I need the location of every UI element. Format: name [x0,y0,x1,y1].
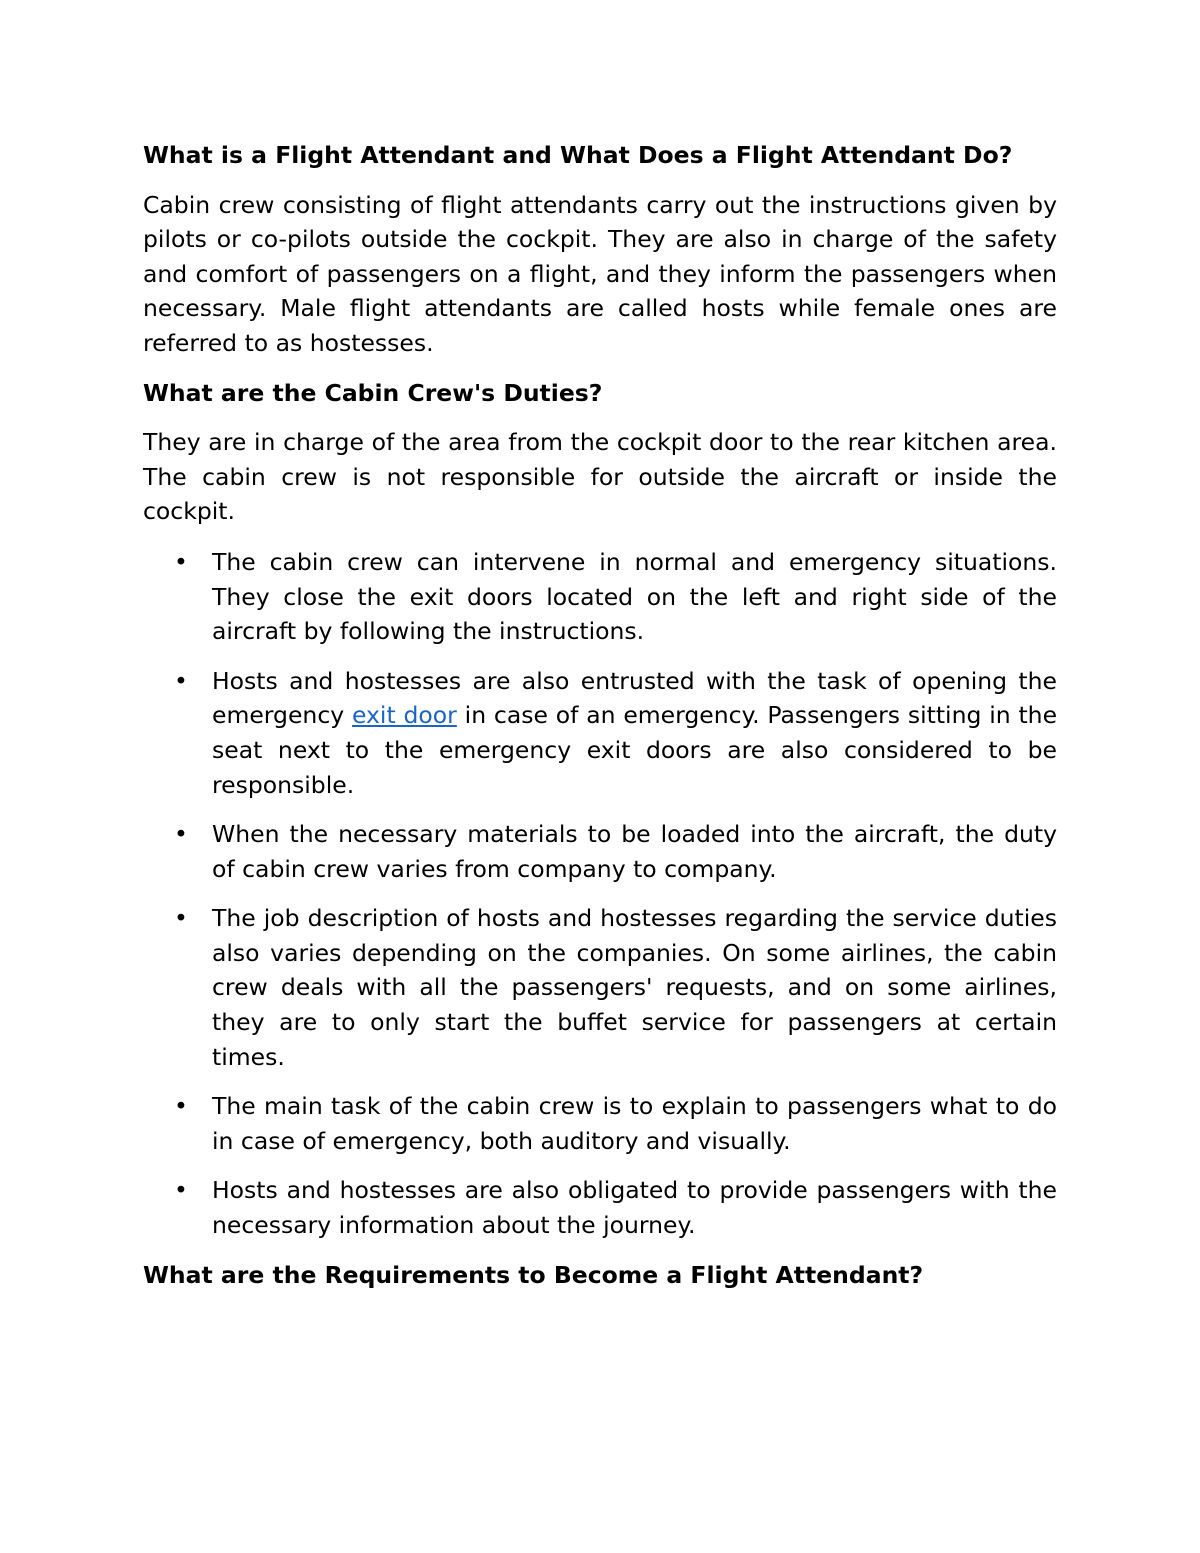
list-item [143,817,1057,886]
paragraph-cabin-crew-intro: Cabin crew consisting of flight attendants carry out the instructions given by pilots or co-pilots outside the cockpit. They are also in charge of the safety and comfort of passengers on a flight, and they inform the passengers when necessary. Male flight attendants are called hosts while female ones are referred to as hostesses. [143,190,1057,357]
list-item-text-before-link: Hosts and hostesses are also entrusted with the task of opening the emergency [212,666,1057,730]
list-item [143,1089,1057,1158]
list-item-text: When the necessary materials to be loaded into the aircraft, the duty of cabin crew varies from company to company. [212,820,1057,883]
list-item [143,664,1057,802]
heading-what-is-flight-attendant: What is a Flight Attendant and What Does a Flight Attendant Do? [143,141,1013,169]
list-item-text: Hosts and hostesses are also obligated to provide passengers with the necessary information about the journey. [212,1176,1057,1240]
paragraph-cabin-crew-area: They are in charge of the area from the cockpit door to the rear kitchen area. The cabin crew is not responsible for outside the aircraft or inside the cockpit. [143,428,1057,526]
heading-cabin-crew-duties: What are the Cabin Crew's Duties? [143,378,603,407]
list-item [143,901,1057,1074]
list-item [143,1173,1057,1242]
bullet-icon: • [174,1176,188,1205]
bullet-icon: • [174,904,188,933]
duties-bullet-list [143,545,1057,1243]
list-item-text: The cabin crew can intervene in normal and emergency situations. They close the exit doors located on the left and right side of the aircraft by following the instructions. [212,547,1057,646]
list-item-text-after-link: in case of an emergency. Passengers sitting in the seat next to the emergency exit doors are also considered to be responsible. [212,701,1058,799]
list-item [143,545,1057,649]
bullet-icon: • [174,666,188,695]
bullet-icon: • [174,547,188,576]
bullet-icon: • [174,1092,188,1121]
list-item-text: The main task of the cabin crew is to explain to passengers what to do in case of emergency, both auditory and visually. [212,1092,1057,1155]
bullet-icon: • [174,820,188,849]
list-item-text: The job description of hosts and hostesses regarding the service duties also varies depending on the companies. On some airlines, the cabin crew deals with all the passengers' requests, and on some airlines, they are to only start the buffet service for passengers at certain times. [212,904,1057,1071]
exit-door-link[interactable]: exit door [351,701,457,730]
document-page [143,138,1057,1292]
heading-requirements: What are the Requirements to Become a Flight Attendant? [143,1260,924,1289]
